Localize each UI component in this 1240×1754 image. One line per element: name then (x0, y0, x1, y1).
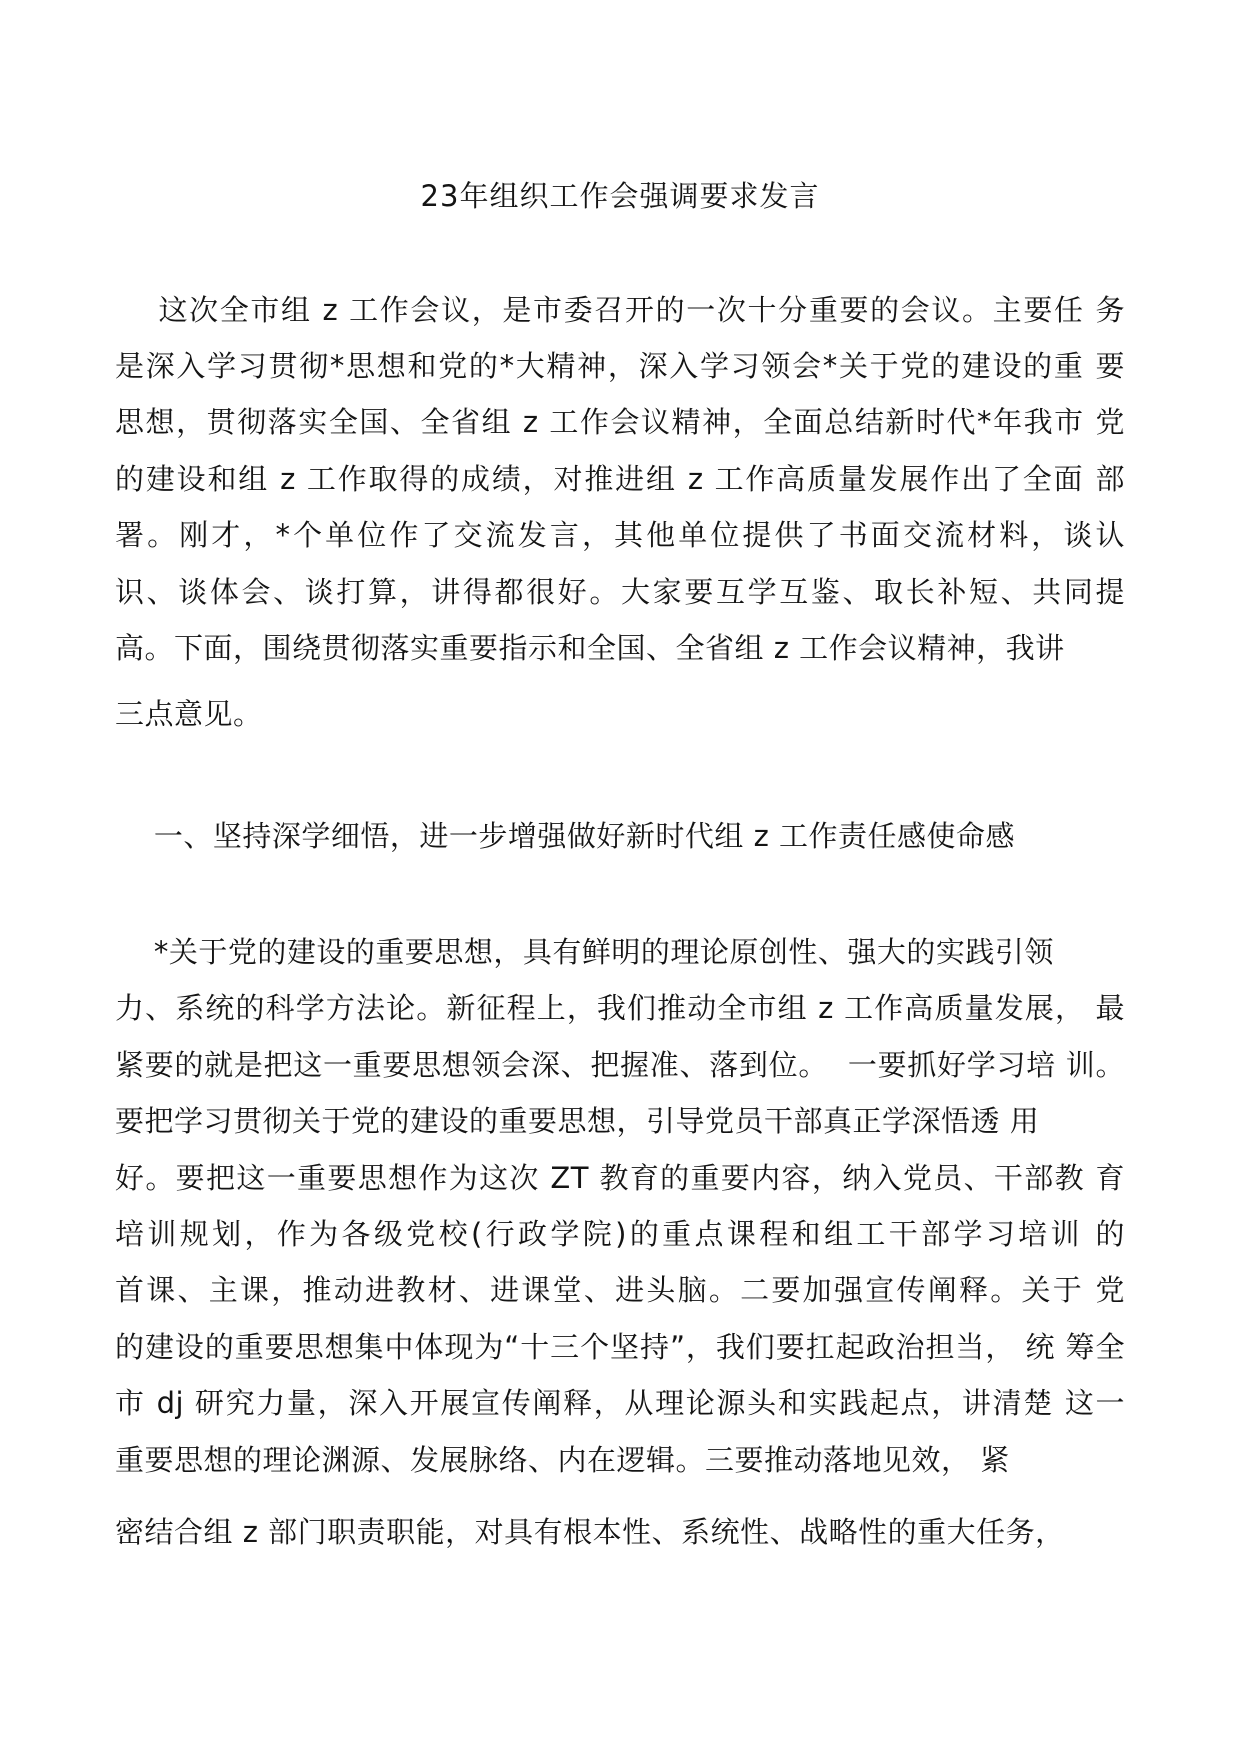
document-title: 23年组织工作会强调要求发言 (420, 179, 820, 213)
paragraph-2-line-7: 首课、主课，推动进教材、进课堂、进头脑。二要加强宣传阐释。关于 党 (115, 1273, 1125, 1307)
paragraph-2-line-1: *关于党的建设的重要思想，具有鲜明的理论原创性、强大的实践引领 (115, 935, 1054, 969)
paragraph-2-line-8: 的建设的重要思想集中体现为“十三个坚持”，我们要扛起政治担当， 统 筹全 (115, 1330, 1125, 1364)
paragraph-2-line-2: 力、系统的科学方法论。新征程上，我们推动全市组 z 工作高质量发展， 最 (115, 991, 1125, 1025)
paragraph-1-line-3: 思想，贯彻落实全国、全省组 z 工作会议精神，全面总结新时代*年我市 党 (115, 405, 1125, 439)
paragraph-2-line-10: 重要思想的理论渊源、发展脉络、内在逻辑。三要推动落地见效， 紧 (115, 1443, 1010, 1477)
paragraph-1-line-8: 三点意见。 (115, 697, 263, 731)
paragraph-2-line-6: 培训规划，作为各级党校(行政学院)的重点课程和组工干部学习培训 的 (115, 1217, 1125, 1251)
paragraph-1-line-1: 这次全市组 z 工作会议，是市委召开的一次十分重要的会议。主要任 务 (115, 293, 1125, 327)
section-heading-1: 一、坚持深学细悟，进一步增强做好新时代组 z 工作责任感使命感 (115, 819, 1016, 853)
paragraph-1-line-7: 高。下面，围绕贯彻落实重要指示和全国、全省组 z 工作会议精神，我讲 (115, 631, 1065, 665)
paragraph-2-line-9: 市 dj 研究力量，深入开展宣传阐释，从理论源头和实践起点，讲清楚 这一 (115, 1386, 1125, 1420)
paragraph-2-line-5: 好。要把这一重要思想作为这次 ZT 教育的重要内容，纳入党员、干部教 育 (115, 1161, 1125, 1195)
paragraph-2-line-4: 要把学习贯彻关于党的建设的重要思想，引导党员干部真正学深悟透 用 (115, 1104, 1040, 1138)
paragraph-1-line-2: 是深入学习贯彻*思想和党的*大精神，深入学习领会*关于党的建设的重 要 (115, 349, 1125, 383)
paragraph-1-line-4: 的建设和组 z 工作取得的成绩，对推进组 z 工作高质量发展作出了全面 部 (115, 462, 1125, 496)
paragraph-1-line-5: 署。刚才，*个单位作了交流发言，其他单位提供了书面交流材料，谈认 (115, 518, 1125, 552)
paragraph-1-line-6: 识、谈体会、谈打算，讲得都很好。大家要互学互鉴、取长补短、共同提 (115, 575, 1125, 609)
paragraph-2-line-3: 紧要的就是把这一重要思想领会深、把握准、落到位。 一要抓好学习培 训。 (115, 1048, 1125, 1082)
paragraph-2-line-11: 密结合组 z 部门职责职能，对具有根本性、系统性、战略性的重大任务， (115, 1515, 1065, 1549)
